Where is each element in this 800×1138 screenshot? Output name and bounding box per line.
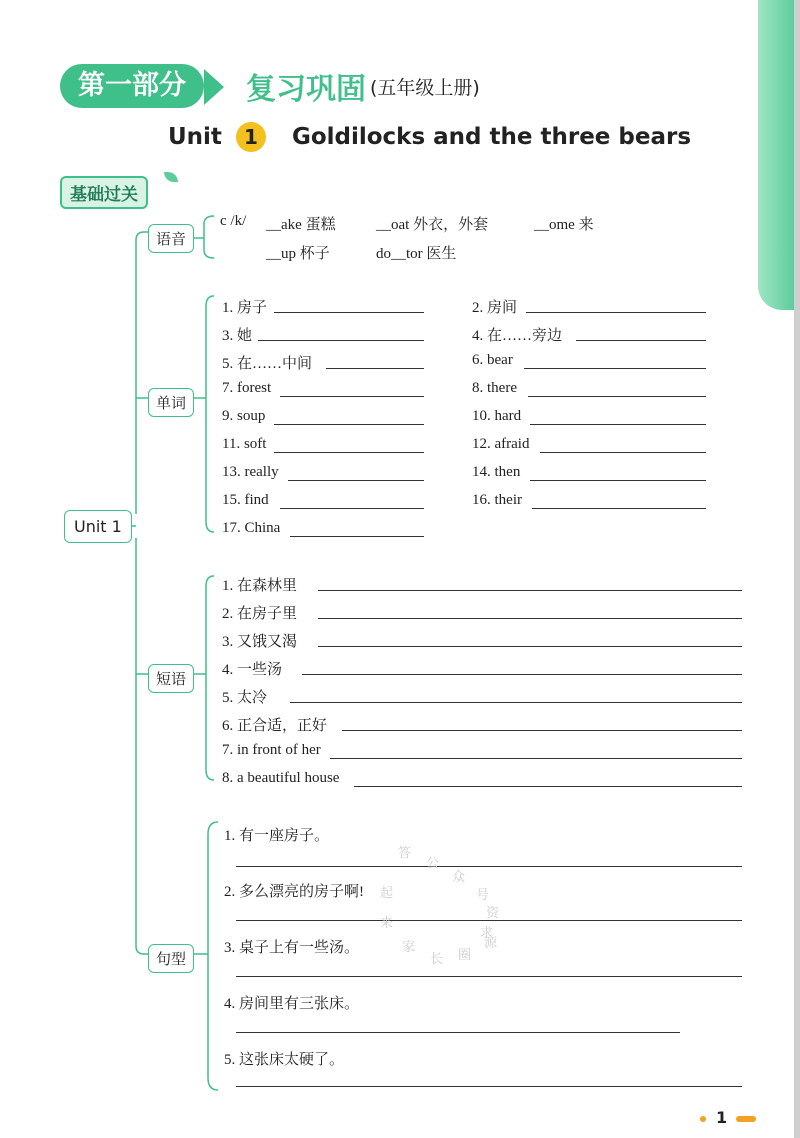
answer-line[interactable]	[342, 730, 742, 731]
sentence-item: 1. 有一座房子。	[224, 828, 330, 844]
page-dot	[700, 1116, 706, 1122]
sentence-item: 5. 这张床太硬了。	[224, 1052, 345, 1068]
phrase-item: 6. 正合适，正好	[222, 718, 328, 734]
word-item: 2. 房间	[472, 300, 518, 316]
watermark-char: 源	[484, 936, 498, 951]
unit-number: 1	[236, 122, 266, 152]
phonics-item: __ake 蛋糕	[266, 217, 336, 233]
answer-line[interactable]	[258, 340, 424, 341]
answer-line[interactable]	[290, 702, 742, 703]
answer-line[interactable]	[302, 674, 742, 675]
part-label: 第一部分	[78, 70, 186, 101]
watermark-char: 答	[398, 846, 412, 861]
answer-line[interactable]	[274, 424, 424, 425]
answer-line[interactable]	[532, 508, 706, 509]
phonics-item: do__tor 医生	[376, 246, 457, 262]
unit-name: Goldilocks and the three bears	[291, 124, 692, 150]
word-item: 7. forest	[222, 380, 272, 396]
watermark-char: 求	[480, 926, 494, 941]
answer-line[interactable]	[326, 368, 424, 369]
word-item: 13. really	[222, 464, 279, 480]
word-item: 6. bear	[472, 352, 513, 368]
watermark-char: 来	[380, 916, 394, 931]
answer-line[interactable]	[354, 786, 742, 787]
word-item: 14. then	[472, 464, 521, 480]
watermark-char: 长	[430, 952, 444, 967]
answer-line[interactable]	[290, 536, 424, 537]
phrase-item: 8. a beautiful house	[222, 770, 340, 786]
branch-words: 单词	[148, 388, 194, 417]
watermark-char: 圈	[458, 948, 472, 963]
answer-line[interactable]	[280, 508, 424, 509]
answer-line[interactable]	[576, 340, 706, 341]
answer-line[interactable]	[236, 1086, 742, 1087]
phrase-item: 4. 一些汤	[222, 662, 283, 678]
word-item: 1. 房子	[222, 300, 268, 316]
watermark-char: 众	[452, 870, 466, 885]
page-bar	[736, 1116, 756, 1122]
sentence-item: 4. 房间里有三张床。	[224, 996, 360, 1012]
watermark-char: 起	[380, 886, 394, 901]
answer-line[interactable]	[236, 976, 742, 977]
word-item: 16. their	[472, 492, 522, 508]
answer-line[interactable]	[330, 758, 742, 759]
section-title: 复习巩固	[246, 72, 366, 107]
section-subtitle: (五年级上册)	[370, 76, 480, 99]
phrase-item: 7. in front of her	[222, 742, 321, 758]
basic-tag: 基础过关	[60, 176, 148, 209]
page-number: 1	[716, 1108, 728, 1127]
word-item: 8. there	[472, 380, 517, 396]
word-item: 9. soup	[222, 408, 266, 424]
answer-line[interactable]	[526, 312, 706, 313]
watermark-char: 家	[402, 940, 416, 955]
sentence-item: 2. 多么漂亮的房子啊!	[224, 884, 364, 900]
watermark-char: 号	[476, 888, 490, 903]
unit-label: Unit	[168, 124, 222, 150]
answer-line[interactable]	[530, 424, 706, 425]
answer-line[interactable]	[530, 480, 706, 481]
answer-line[interactable]	[280, 396, 424, 397]
answer-line[interactable]	[540, 452, 706, 453]
phonics-item: __up 杯子	[266, 246, 330, 262]
answer-line[interactable]	[274, 452, 424, 453]
answer-line[interactable]	[318, 590, 742, 591]
answer-line[interactable]	[318, 618, 742, 619]
word-item: 5. 在……中间	[222, 356, 313, 372]
answer-line[interactable]	[236, 1032, 680, 1033]
answer-line[interactable]	[524, 368, 706, 369]
answer-line[interactable]	[274, 312, 424, 313]
word-item: 4. 在……旁边	[472, 328, 563, 344]
phrase-item: 2. 在房子里	[222, 606, 298, 622]
phrase-item: 1. 在森林里	[222, 578, 298, 594]
branch-sentences: 句型	[148, 944, 194, 973]
word-item: 12. afraid	[472, 436, 530, 452]
phonics-item: __ome 来	[534, 217, 594, 233]
phrase-item: 3. 又饿又渴	[222, 634, 298, 650]
word-item: 3. 她	[222, 328, 253, 344]
tree-root-node: Unit 1	[64, 510, 132, 543]
branch-phrases: 短语	[148, 664, 194, 693]
branch-phonics: 语音	[148, 224, 194, 253]
word-item: 15. find	[222, 492, 269, 508]
answer-line[interactable]	[528, 396, 706, 397]
watermark-char: 资	[486, 906, 500, 921]
word-item: 11. soft	[222, 436, 267, 452]
phonics-prefix: c /k/	[220, 213, 247, 229]
watermark-char: 公	[426, 856, 440, 871]
word-item: 17. China	[222, 520, 281, 536]
word-item: 10. hard	[472, 408, 522, 424]
phonics-item: __oat 外衣，外套	[376, 217, 489, 233]
sentence-item: 3. 桌子上有一些汤。	[224, 940, 360, 956]
answer-line[interactable]	[318, 646, 742, 647]
answer-line[interactable]	[288, 480, 424, 481]
answer-line[interactable]	[236, 866, 742, 867]
phrase-item: 5. 太冷	[222, 690, 268, 706]
